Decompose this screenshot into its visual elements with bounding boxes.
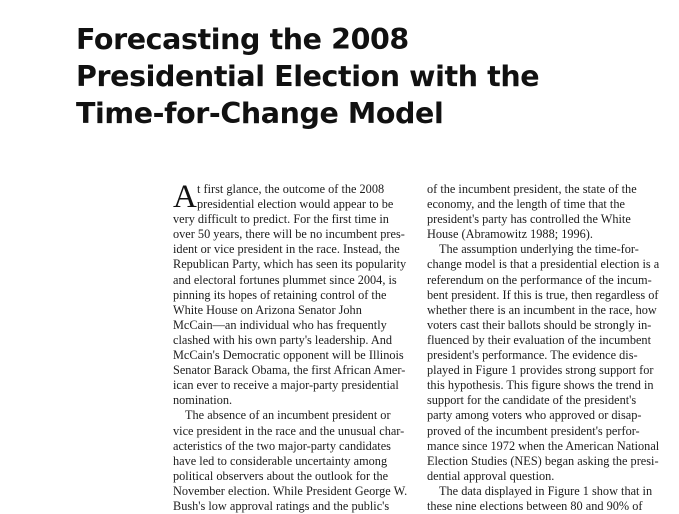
text-line: economy, and the length of time that the xyxy=(427,197,625,212)
text-line: these nine elections between 80 and 90% of xyxy=(427,498,643,513)
text-line: The assumption underlying the time-for- xyxy=(439,242,639,257)
opening-paragraph xyxy=(173,179,408,215)
text-line: fluenced by their evaluation of the incumbent xyxy=(427,332,651,347)
text-line: referendum on the performance of the incum- xyxy=(427,272,652,287)
text-line: vice president in the race and the unusual char- xyxy=(173,423,405,438)
text-line: The absence of an incumbent president or xyxy=(185,408,391,423)
text-line: McCain—an individual who has frequently xyxy=(173,317,387,332)
title-line: Forecasting the 2008 xyxy=(76,23,409,56)
title-line: Presidential Election with the xyxy=(76,60,540,93)
text-line: pinning its hopes of retaining control of the xyxy=(173,287,387,302)
text-line: of the incumbent president, the state of the xyxy=(427,182,637,196)
text-line: very difficult to predict. For the first time in xyxy=(173,212,389,227)
drop-cap: A xyxy=(173,179,197,215)
text-line: White House on Arizona Senator John xyxy=(173,302,362,317)
text-line: Senator Barack Obama, the first African Amer- xyxy=(173,363,406,378)
text-line: change model is that a presidential election is a xyxy=(427,257,660,272)
text-line: clashed with his own party's leadership. And xyxy=(173,332,393,347)
text-line: support for the candidate of the president's xyxy=(427,393,637,408)
text-line: president's performance. The evidence dis- xyxy=(427,348,638,363)
text-line: November election. While President George W. xyxy=(173,483,408,498)
text-line: voters cast their ballots should be strongly in- xyxy=(427,317,652,332)
text-line: party among voters who approved or disap- xyxy=(427,408,642,423)
article-title xyxy=(76,21,636,132)
text-line: House (Abramowitz 1988; 1996). xyxy=(427,227,593,242)
text-line: presidential election would appear to be xyxy=(197,197,394,212)
text-line: president's party has controlled the White xyxy=(427,212,631,227)
text-line: dential approval question. xyxy=(427,468,555,483)
text-line: proved of the incumbent president's perfor- xyxy=(427,423,640,438)
text-line: political observers about the outlook for the xyxy=(173,468,389,483)
text-line: this hypothesis. This figure shows the trend in xyxy=(427,378,654,393)
text-line: ident or vice president in the race. Instead, the xyxy=(173,242,400,257)
text-line: ican ever to receive a major-party presidential xyxy=(173,378,399,393)
text-line: Election Studies (NES) began asking the presi- xyxy=(427,453,659,468)
title-line: Time-for-Change Model xyxy=(76,97,444,130)
text-line: nomination. xyxy=(173,393,233,408)
text-line: acteristics of the two major-party candidates xyxy=(173,438,391,453)
text-line: Republican Party, which has seen its popularity xyxy=(173,257,407,272)
text-line: The data displayed in Figure 1 show that in xyxy=(439,483,653,498)
left-column xyxy=(173,179,408,514)
text-line: played in Figure 1 provides strong support for xyxy=(427,363,654,378)
text-line: over 50 years, there will be no incumbent pres- xyxy=(173,227,405,242)
text-line: bent president. If this is true, then regardless of xyxy=(427,287,659,302)
text-line: have led to considerable uncertainty among xyxy=(173,453,388,468)
text-line: and electoral fortunes plummet since 2004, is xyxy=(173,272,397,287)
text-line: McCain's Democratic opponent will be Illinois xyxy=(173,348,404,363)
right-column xyxy=(427,182,662,514)
text-line: Bush's low approval ratings and the public's xyxy=(173,498,390,513)
text-line: t first glance, the outcome of the 2008 xyxy=(197,182,385,196)
text-line: mance since 1972 when the American National xyxy=(427,438,660,453)
text-line: whether there is an incumbent in the race, how xyxy=(427,302,657,317)
